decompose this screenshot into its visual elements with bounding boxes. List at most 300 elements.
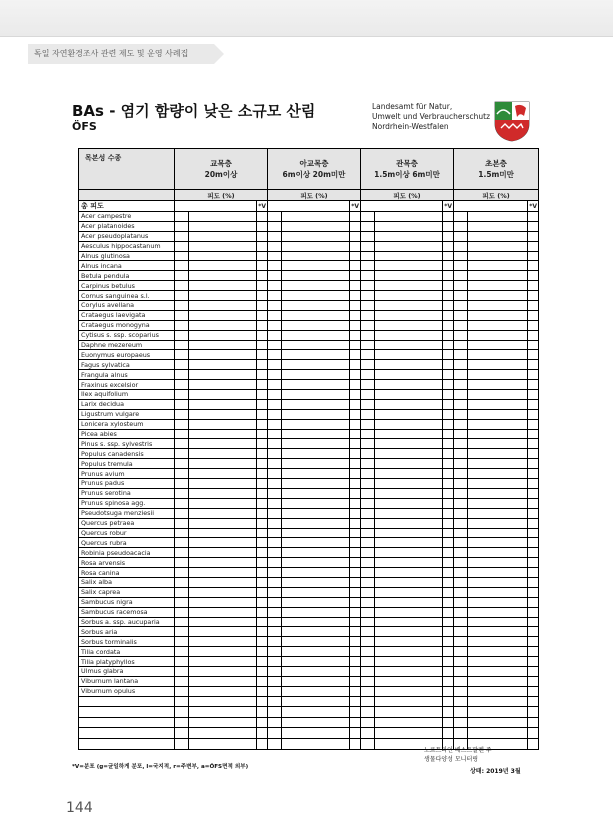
cover-value-cell[interactable]: [189, 657, 257, 667]
cover-value-cell[interactable]: [468, 657, 528, 667]
cover-value-cell[interactable]: [282, 310, 350, 320]
cover-value-cell[interactable]: [468, 696, 528, 707]
distribution-cell[interactable]: [257, 548, 268, 558]
distribution-cell[interactable]: [257, 399, 268, 409]
cover-value-cell[interactable]: [189, 488, 257, 498]
layer-presence-cell[interactable]: [361, 469, 375, 479]
cover-value-cell[interactable]: [375, 350, 443, 360]
cover-value-cell[interactable]: [375, 717, 443, 728]
distribution-cell[interactable]: [528, 350, 539, 360]
layer-presence-cell[interactable]: [454, 508, 468, 518]
cover-value-cell[interactable]: [282, 657, 350, 667]
cover-value-cell[interactable]: [375, 657, 443, 667]
cover-value-cell[interactable]: [282, 558, 350, 568]
distribution-cell[interactable]: [528, 657, 539, 667]
cover-value-cell[interactable]: [282, 647, 350, 657]
distribution-cell[interactable]: [528, 686, 539, 696]
distribution-cell[interactable]: [443, 666, 454, 676]
distribution-cell[interactable]: [528, 399, 539, 409]
cover-value-cell[interactable]: [282, 498, 350, 508]
distribution-cell[interactable]: [350, 241, 361, 251]
distribution-cell[interactable]: [350, 717, 361, 728]
distribution-cell[interactable]: [443, 429, 454, 439]
layer-presence-cell[interactable]: [268, 568, 282, 578]
layer-presence-cell[interactable]: [361, 231, 375, 241]
layer-presence-cell[interactable]: [175, 360, 189, 370]
layer-presence-cell[interactable]: [454, 528, 468, 538]
layer-presence-cell[interactable]: [175, 607, 189, 617]
layer-presence-cell[interactable]: [175, 597, 189, 607]
cover-value-cell[interactable]: [189, 221, 257, 231]
distribution-cell[interactable]: [350, 548, 361, 558]
distribution-cell[interactable]: [443, 370, 454, 380]
distribution-cell[interactable]: [528, 271, 539, 281]
layer-presence-cell[interactable]: [454, 380, 468, 390]
species-entry-input[interactable]: [79, 696, 175, 707]
cover-value-cell[interactable]: [468, 498, 528, 508]
layer-presence-cell[interactable]: [361, 251, 375, 261]
layer-presence-cell[interactable]: [175, 429, 189, 439]
layer-presence-cell[interactable]: [175, 221, 189, 231]
distribution-cell[interactable]: [528, 251, 539, 261]
layer-presence-cell[interactable]: [175, 439, 189, 449]
cover-value-cell[interactable]: [375, 231, 443, 241]
cover-value-cell[interactable]: [189, 528, 257, 538]
layer-presence-cell[interactable]: [454, 707, 468, 718]
cover-value-cell[interactable]: [189, 281, 257, 291]
layer-presence-cell[interactable]: [454, 439, 468, 449]
layer-presence-cell[interactable]: [268, 281, 282, 291]
distribution-cell[interactable]: [443, 577, 454, 587]
distribution-cell[interactable]: [528, 330, 539, 340]
layer-presence-cell[interactable]: [361, 479, 375, 489]
distribution-cell[interactable]: [257, 251, 268, 261]
distribution-cell[interactable]: [443, 241, 454, 251]
layer-presence-cell[interactable]: [175, 271, 189, 281]
cover-value-cell[interactable]: [282, 568, 350, 578]
total-cover-input[interactable]: [175, 201, 257, 212]
layer-presence-cell[interactable]: [268, 419, 282, 429]
distribution-cell[interactable]: [257, 350, 268, 360]
distribution-cell[interactable]: [443, 419, 454, 429]
distribution-cell[interactable]: [257, 231, 268, 241]
distribution-cell[interactable]: [257, 271, 268, 281]
layer-presence-cell[interactable]: [175, 459, 189, 469]
layer-presence-cell[interactable]: [454, 459, 468, 469]
cover-value-cell[interactable]: [468, 390, 528, 400]
layer-presence-cell[interactable]: [454, 627, 468, 637]
distribution-cell[interactable]: [257, 340, 268, 350]
layer-presence-cell[interactable]: [454, 597, 468, 607]
layer-presence-cell[interactable]: [361, 360, 375, 370]
layer-presence-cell[interactable]: [454, 231, 468, 241]
distribution-cell[interactable]: [350, 707, 361, 718]
cover-value-cell[interactable]: [282, 301, 350, 311]
layer-presence-cell[interactable]: [361, 310, 375, 320]
cover-value-cell[interactable]: [468, 558, 528, 568]
layer-presence-cell[interactable]: [454, 449, 468, 459]
distribution-cell[interactable]: [443, 449, 454, 459]
distribution-cell[interactable]: [350, 330, 361, 340]
layer-presence-cell[interactable]: [268, 558, 282, 568]
cover-value-cell[interactable]: [468, 518, 528, 528]
layer-presence-cell[interactable]: [268, 479, 282, 489]
distribution-cell[interactable]: [443, 261, 454, 271]
cover-value-cell[interactable]: [282, 696, 350, 707]
distribution-cell[interactable]: [350, 666, 361, 676]
distribution-cell[interactable]: [443, 330, 454, 340]
cover-value-cell[interactable]: [468, 577, 528, 587]
distribution-cell[interactable]: [528, 281, 539, 291]
layer-presence-cell[interactable]: [361, 380, 375, 390]
cover-value-cell[interactable]: [375, 330, 443, 340]
distribution-cell[interactable]: [257, 291, 268, 301]
layer-presence-cell[interactable]: [454, 429, 468, 439]
cover-value-cell[interactable]: [189, 498, 257, 508]
layer-presence-cell[interactable]: [268, 666, 282, 676]
layer-presence-cell[interactable]: [175, 301, 189, 311]
layer-presence-cell[interactable]: [361, 498, 375, 508]
cover-value-cell[interactable]: [189, 676, 257, 686]
layer-presence-cell[interactable]: [268, 251, 282, 261]
layer-presence-cell[interactable]: [361, 330, 375, 340]
cover-value-cell[interactable]: [282, 637, 350, 647]
distribution-cell[interactable]: [257, 587, 268, 597]
cover-value-cell[interactable]: [468, 251, 528, 261]
cover-value-cell[interactable]: [282, 508, 350, 518]
layer-presence-cell[interactable]: [175, 739, 189, 750]
distribution-cell[interactable]: [528, 676, 539, 686]
distribution-cell[interactable]: [528, 310, 539, 320]
distribution-cell[interactable]: [528, 439, 539, 449]
layer-presence-cell[interactable]: [175, 310, 189, 320]
layer-presence-cell[interactable]: [175, 488, 189, 498]
layer-presence-cell[interactable]: [361, 717, 375, 728]
distribution-cell[interactable]: [350, 449, 361, 459]
layer-presence-cell[interactable]: [454, 350, 468, 360]
distribution-cell[interactable]: [443, 587, 454, 597]
cover-value-cell[interactable]: [375, 587, 443, 597]
layer-presence-cell[interactable]: [361, 320, 375, 330]
cover-value-cell[interactable]: [468, 231, 528, 241]
layer-presence-cell[interactable]: [361, 488, 375, 498]
distribution-cell[interactable]: [257, 469, 268, 479]
cover-value-cell[interactable]: [468, 707, 528, 718]
cover-value-cell[interactable]: [375, 409, 443, 419]
distribution-cell[interactable]: [443, 281, 454, 291]
cover-value-cell[interactable]: [468, 439, 528, 449]
cover-value-cell[interactable]: [468, 281, 528, 291]
distribution-cell[interactable]: [443, 439, 454, 449]
cover-value-cell[interactable]: [282, 390, 350, 400]
distribution-cell[interactable]: [350, 728, 361, 739]
cover-value-cell[interactable]: [375, 568, 443, 578]
distribution-cell[interactable]: [257, 657, 268, 667]
distribution-cell[interactable]: [443, 291, 454, 301]
distribution-cell[interactable]: [443, 459, 454, 469]
layer-presence-cell[interactable]: [268, 518, 282, 528]
distribution-cell[interactable]: [443, 360, 454, 370]
distribution-cell[interactable]: [528, 617, 539, 627]
cover-value-cell[interactable]: [189, 241, 257, 251]
layer-presence-cell[interactable]: [268, 241, 282, 251]
cover-value-cell[interactable]: [468, 617, 528, 627]
layer-presence-cell[interactable]: [454, 728, 468, 739]
cover-value-cell[interactable]: [189, 231, 257, 241]
distribution-cell[interactable]: [350, 419, 361, 429]
distribution-cell[interactable]: [443, 271, 454, 281]
distribution-cell[interactable]: [443, 231, 454, 241]
layer-presence-cell[interactable]: [361, 449, 375, 459]
layer-presence-cell[interactable]: [454, 617, 468, 627]
cover-value-cell[interactable]: [468, 340, 528, 350]
distribution-cell[interactable]: [528, 419, 539, 429]
cover-value-cell[interactable]: [189, 459, 257, 469]
distribution-cell[interactable]: [443, 251, 454, 261]
cover-value-cell[interactable]: [468, 370, 528, 380]
layer-presence-cell[interactable]: [175, 686, 189, 696]
total-cover-input[interactable]: [268, 201, 350, 212]
cover-value-cell[interactable]: [375, 449, 443, 459]
layer-presence-cell[interactable]: [268, 637, 282, 647]
cover-value-cell[interactable]: [282, 350, 350, 360]
layer-presence-cell[interactable]: [175, 390, 189, 400]
layer-presence-cell[interactable]: [175, 498, 189, 508]
distribution-cell[interactable]: [350, 528, 361, 538]
distribution-cell[interactable]: [528, 587, 539, 597]
distribution-cell[interactable]: [257, 728, 268, 739]
distribution-cell[interactable]: [350, 558, 361, 568]
distribution-cell[interactable]: [443, 568, 454, 578]
layer-presence-cell[interactable]: [454, 666, 468, 676]
distribution-cell[interactable]: [350, 577, 361, 587]
distribution-cell[interactable]: [528, 637, 539, 647]
cover-value-cell[interactable]: [375, 261, 443, 271]
cover-value-cell[interactable]: [468, 330, 528, 340]
layer-presence-cell[interactable]: [268, 627, 282, 637]
distribution-cell[interactable]: [528, 380, 539, 390]
distribution-cell[interactable]: [350, 301, 361, 311]
layer-presence-cell[interactable]: [454, 479, 468, 489]
layer-presence-cell[interactable]: [175, 241, 189, 251]
cover-value-cell[interactable]: [282, 429, 350, 439]
distribution-cell[interactable]: [350, 370, 361, 380]
cover-value-cell[interactable]: [189, 291, 257, 301]
layer-presence-cell[interactable]: [454, 241, 468, 251]
distribution-cell[interactable]: [350, 212, 361, 222]
cover-value-cell[interactable]: [282, 241, 350, 251]
cover-value-cell[interactable]: [189, 320, 257, 330]
cover-value-cell[interactable]: [189, 607, 257, 617]
cover-value-cell[interactable]: [468, 429, 528, 439]
cover-value-cell[interactable]: [189, 666, 257, 676]
cover-value-cell[interactable]: [282, 728, 350, 739]
cover-value-cell[interactable]: [375, 696, 443, 707]
layer-presence-cell[interactable]: [454, 370, 468, 380]
distribution-cell[interactable]: [528, 469, 539, 479]
layer-presence-cell[interactable]: [175, 231, 189, 241]
distribution-cell[interactable]: [350, 676, 361, 686]
layer-presence-cell[interactable]: [454, 558, 468, 568]
layer-presence-cell[interactable]: [361, 657, 375, 667]
distribution-cell[interactable]: [257, 558, 268, 568]
layer-presence-cell[interactable]: [175, 251, 189, 261]
layer-presence-cell[interactable]: [175, 370, 189, 380]
layer-presence-cell[interactable]: [361, 597, 375, 607]
distribution-cell[interactable]: [350, 281, 361, 291]
layer-presence-cell[interactable]: [268, 707, 282, 718]
distribution-cell[interactable]: [350, 429, 361, 439]
layer-presence-cell[interactable]: [268, 617, 282, 627]
cover-value-cell[interactable]: [468, 301, 528, 311]
distribution-cell[interactable]: [257, 696, 268, 707]
distribution-cell[interactable]: [350, 459, 361, 469]
distribution-cell[interactable]: [257, 597, 268, 607]
layer-presence-cell[interactable]: [175, 717, 189, 728]
distribution-cell[interactable]: [443, 647, 454, 657]
layer-presence-cell[interactable]: [175, 558, 189, 568]
distribution-cell[interactable]: [257, 419, 268, 429]
layer-presence-cell[interactable]: [361, 221, 375, 231]
distribution-cell[interactable]: [443, 676, 454, 686]
cover-value-cell[interactable]: [189, 271, 257, 281]
layer-presence-cell[interactable]: [454, 717, 468, 728]
cover-value-cell[interactable]: [375, 518, 443, 528]
distribution-cell[interactable]: [257, 449, 268, 459]
distribution-cell[interactable]: [528, 707, 539, 718]
distribution-cell[interactable]: [443, 548, 454, 558]
layer-presence-cell[interactable]: [268, 360, 282, 370]
cover-value-cell[interactable]: [282, 370, 350, 380]
distribution-cell[interactable]: [350, 568, 361, 578]
distribution-cell[interactable]: [443, 528, 454, 538]
distribution-cell[interactable]: [528, 231, 539, 241]
cover-value-cell[interactable]: [282, 340, 350, 350]
layer-presence-cell[interactable]: [175, 666, 189, 676]
cover-value-cell[interactable]: [468, 310, 528, 320]
cover-value-cell[interactable]: [375, 666, 443, 676]
layer-presence-cell[interactable]: [454, 399, 468, 409]
distribution-cell[interactable]: [350, 231, 361, 241]
cover-value-cell[interactable]: [282, 488, 350, 498]
cover-value-cell[interactable]: [375, 469, 443, 479]
cover-value-cell[interactable]: [282, 617, 350, 627]
distribution-cell[interactable]: [350, 291, 361, 301]
distribution-cell[interactable]: [443, 538, 454, 548]
distribution-cell[interactable]: [350, 488, 361, 498]
cover-value-cell[interactable]: [468, 409, 528, 419]
layer-presence-cell[interactable]: [361, 212, 375, 222]
layer-presence-cell[interactable]: [454, 568, 468, 578]
layer-presence-cell[interactable]: [268, 429, 282, 439]
cover-value-cell[interactable]: [189, 728, 257, 739]
layer-presence-cell[interactable]: [454, 488, 468, 498]
cover-value-cell[interactable]: [189, 508, 257, 518]
cover-value-cell[interactable]: [282, 686, 350, 696]
cover-value-cell[interactable]: [375, 548, 443, 558]
cover-value-cell[interactable]: [282, 271, 350, 281]
distribution-cell[interactable]: [443, 717, 454, 728]
distribution-cell[interactable]: [257, 409, 268, 419]
cover-value-cell[interactable]: [468, 538, 528, 548]
layer-presence-cell[interactable]: [454, 657, 468, 667]
cover-value-cell[interactable]: [375, 488, 443, 498]
layer-presence-cell[interactable]: [454, 696, 468, 707]
cover-value-cell[interactable]: [468, 291, 528, 301]
layer-presence-cell[interactable]: [454, 320, 468, 330]
layer-presence-cell[interactable]: [268, 717, 282, 728]
distribution-cell[interactable]: [257, 390, 268, 400]
cover-value-cell[interactable]: [189, 548, 257, 558]
distribution-cell[interactable]: [443, 508, 454, 518]
cover-value-cell[interactable]: [468, 479, 528, 489]
layer-presence-cell[interactable]: [454, 607, 468, 617]
distribution-cell[interactable]: [257, 429, 268, 439]
distribution-cell[interactable]: [350, 409, 361, 419]
layer-presence-cell[interactable]: [268, 231, 282, 241]
cover-value-cell[interactable]: [282, 666, 350, 676]
layer-presence-cell[interactable]: [175, 617, 189, 627]
layer-presence-cell[interactable]: [361, 728, 375, 739]
layer-presence-cell[interactable]: [454, 548, 468, 558]
layer-presence-cell[interactable]: [454, 212, 468, 222]
layer-presence-cell[interactable]: [268, 439, 282, 449]
cover-value-cell[interactable]: [189, 429, 257, 439]
distribution-cell[interactable]: [443, 320, 454, 330]
cover-value-cell[interactable]: [468, 508, 528, 518]
cover-value-cell[interactable]: [189, 568, 257, 578]
cover-value-cell[interactable]: [282, 587, 350, 597]
distribution-cell[interactable]: [528, 739, 539, 750]
distribution-cell[interactable]: [350, 271, 361, 281]
cover-value-cell[interactable]: [468, 459, 528, 469]
distribution-cell[interactable]: [350, 340, 361, 350]
layer-presence-cell[interactable]: [268, 320, 282, 330]
distribution-cell[interactable]: [350, 439, 361, 449]
distribution-cell[interactable]: [257, 370, 268, 380]
layer-presence-cell[interactable]: [361, 281, 375, 291]
layer-presence-cell[interactable]: [175, 627, 189, 637]
distribution-cell[interactable]: [443, 469, 454, 479]
layer-presence-cell[interactable]: [268, 676, 282, 686]
layer-presence-cell[interactable]: [175, 568, 189, 578]
distribution-cell[interactable]: [528, 627, 539, 637]
distribution-cell[interactable]: [443, 518, 454, 528]
cover-value-cell[interactable]: [282, 380, 350, 390]
distribution-cell[interactable]: [528, 370, 539, 380]
cover-value-cell[interactable]: [375, 281, 443, 291]
layer-presence-cell[interactable]: [268, 350, 282, 360]
cover-value-cell[interactable]: [282, 281, 350, 291]
distribution-cell[interactable]: [350, 657, 361, 667]
distribution-cell[interactable]: [528, 488, 539, 498]
cover-value-cell[interactable]: [189, 479, 257, 489]
layer-presence-cell[interactable]: [361, 627, 375, 637]
layer-presence-cell[interactable]: [175, 707, 189, 718]
layer-presence-cell[interactable]: [175, 291, 189, 301]
distribution-cell[interactable]: [257, 538, 268, 548]
cover-value-cell[interactable]: [282, 399, 350, 409]
species-entry-input[interactable]: [79, 739, 175, 750]
cover-value-cell[interactable]: [189, 212, 257, 222]
cover-value-cell[interactable]: [468, 607, 528, 617]
layer-presence-cell[interactable]: [454, 676, 468, 686]
cover-value-cell[interactable]: [282, 538, 350, 548]
distribution-cell[interactable]: [528, 390, 539, 400]
layer-presence-cell[interactable]: [361, 459, 375, 469]
cover-value-cell[interactable]: [468, 320, 528, 330]
cover-value-cell[interactable]: [282, 739, 350, 750]
